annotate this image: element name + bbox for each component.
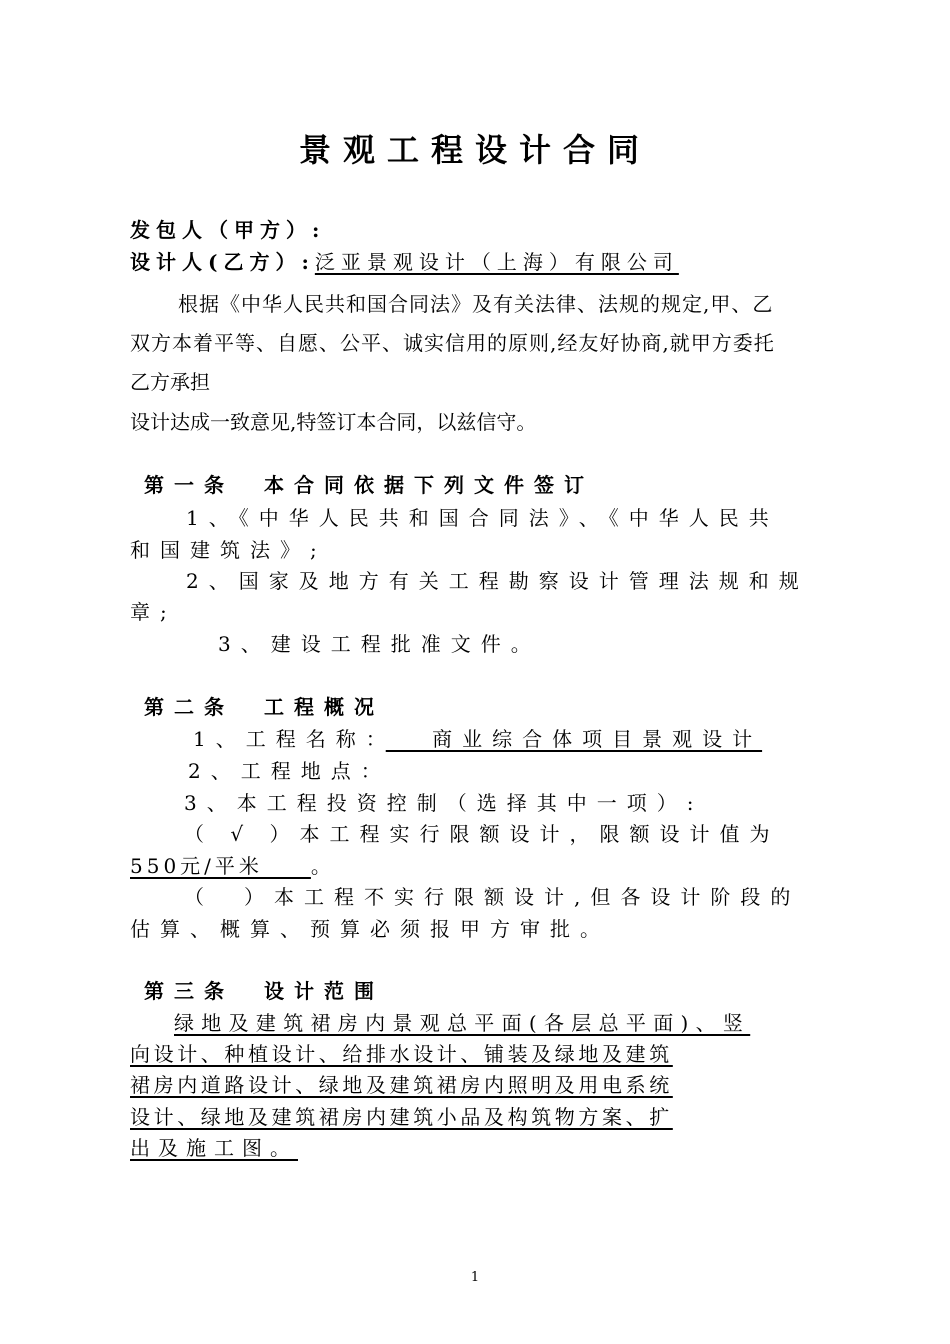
article-1-line-2: 和国建筑法》; (130, 538, 327, 562)
article-2-item-3: 3、本工程投资控制（选择其中一项）: (184, 791, 704, 815)
option-1-line-2 (130, 853, 335, 879)
preamble-line-3: 乙方承担 (130, 370, 210, 394)
option-1-line-1: （ √ ）本工程实行限额设计，限额设计值为 (184, 822, 780, 846)
option-2-line-2: 估算、概算、预算必须报甲方审批。 (130, 917, 610, 941)
article-3-line-5: 出及施工图。 (130, 1136, 298, 1160)
project-name: 商业综合体项目景观设计 (385, 727, 763, 751)
article-3-line-4: 设计、绿地及建筑裙房内建筑小品及构筑物方案、扩 (130, 1105, 673, 1129)
article-2-item-1 (193, 726, 762, 752)
option-1-end: 。 (310, 854, 335, 878)
option-2-line-1: （ ）本工程不实行限额设计,但各设计阶段的 (184, 885, 801, 909)
party-b-row (130, 249, 679, 275)
preamble-line-4: 设计达成一致意见,特签订本合同，以兹信守。 (130, 410, 537, 434)
article-3-line-3: 裙房内道路设计、绿地及建筑裙房内照明及用电系统 (130, 1073, 673, 1097)
party-b-label: 设计人(乙方）: (130, 250, 315, 274)
article-2-item-2: 2、工程地点： (188, 759, 391, 783)
party-b-value: 泛亚景观设计（上海）有限公司 (314, 250, 679, 274)
article-1-line-3: 2、国家及地方有关工程勘察设计管理法规和规 (186, 569, 809, 593)
preamble-line-2: 双方本着平等、自愿、公平、诚实信用的原则,经友好协商,就甲方委托 (130, 331, 775, 355)
article-3-line-1: 绿地及建筑裙房内景观总平面(各层总平面)、竖 (174, 1011, 751, 1035)
article-1-line-1: 1、《中华人民共和国合同法》、《中华人民共 (186, 506, 779, 530)
document-title: 景观工程设计合同 (298, 131, 651, 169)
article-2-heading: 第二条 工程概况 (144, 695, 384, 719)
article-3-line-2: 向设计、种植设计、给排水设计、铺装及绿地及建筑 (130, 1042, 673, 1066)
item-1-label: 1、工程名称： (193, 727, 386, 751)
article-1-heading: 第一条 本合同依据下列文件签订 (144, 473, 594, 497)
page-number: 1 (470, 1270, 480, 1285)
party-a-label: 发包人（甲方）: (130, 218, 326, 242)
limit-value: 550元/平米 (130, 854, 311, 878)
article-1-line-5: 3、建设工程批准文件。 (218, 632, 541, 656)
preamble-line-1: 根据《中华人民共和国合同法》及有关法律、法规的规定,甲、乙 (178, 292, 774, 316)
article-1-line-4: 章; (130, 600, 177, 624)
article-3-heading: 第三条 设计范围 (144, 979, 384, 1003)
